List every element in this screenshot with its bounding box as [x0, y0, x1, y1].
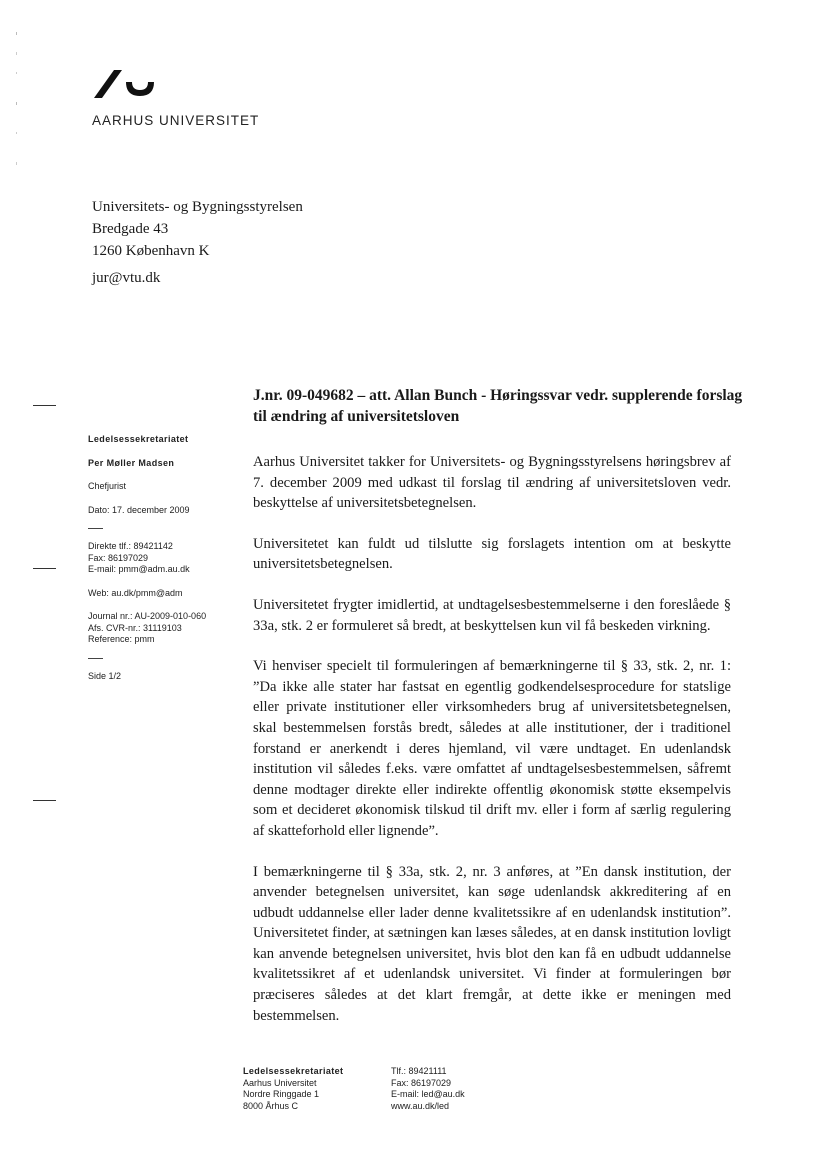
recipient-address [92, 196, 303, 262]
footer-contact [391, 1066, 465, 1112]
footer-email: E-mail: led@au.dk [391, 1089, 465, 1099]
sidebar-reference: Reference: pmm [88, 634, 155, 644]
footer-web: www.au.dk/led [391, 1100, 450, 1111]
footer-address [243, 1066, 343, 1112]
body-paragraph: I bemærkningerne til § 33a, stk. 2, nr. 3 anføres, at ”En dansk institution, der anvender betegnelsen universitet, kan søge udenlandsk akkreditering af en udbudt uddannelse eller lader denne kvalitetssikre af en udenlandsk institution”. Universitetet finder, at sætningen kan læses således, at en dansk institution lovligt kan anvende betegnelsen universitet, hvis blot den kan få en udbudt uddannelse kvalitetssikret af et udenlandsk universitet. Vi finder at formuleringen bør præciseres således at det klart fremgår, at dette ikke er meningen med bestemmelsen. [253, 863, 731, 1024]
sidebar-fax: Fax: 86197029 [88, 552, 149, 563]
footer-street: Nordre Ringgade 1 [243, 1089, 320, 1099]
scan-artifact [16, 32, 18, 182]
au-logo-icon [92, 66, 162, 106]
sidebar-journal: Journal nr.: AU-2009-010-060 [88, 611, 207, 621]
footer-city: 8000 Århus C [243, 1100, 299, 1111]
sidebar-contact [88, 541, 238, 576]
fold-mark [33, 568, 56, 569]
subject-heading: J.nr. 09-049682 – att. Allan Bunch - Høringssvar vedr. supplerende forslag til ændring af universitetsloven [253, 387, 743, 425]
sidebar-title: Chefjurist [88, 481, 127, 491]
sidebar-divider [88, 528, 103, 529]
body-paragraph: Universitetet frygter imidlertid, at undtagelsesbestemmelserne i den foreslåede § 33a, stk. 2 er formuleret så bredt, at beskyttelsen kun vil få beskeden virkning. [253, 596, 731, 634]
body-paragraph: Aarhus Universitet takker for Universitets- og Bygningsstyrelsens høringsbrev af 7. december 2009 med udkast til forslag til ændring af universitetsloven vedr. beskyttelse af universitetsbetegnelsen. [253, 454, 731, 512]
fold-mark [33, 800, 56, 801]
body-paragraph: Universitetet kan fuldt ud tilslutte sig forslagets intention om at beskytte universitetsbetegnelsen. [253, 535, 731, 573]
university-name: AARHUS UNIVERSITET [92, 113, 260, 128]
sidebar-refs [88, 611, 238, 646]
body-paragraph: Vi henviser specielt til formuleringen af bemærkningerne til § 33, stk. 2, nr. 1: ”Da ikke alle stater har fastsat en egentlig godkendelsesprocedure for statslige eller private institutioner eller virksomheders brug af universitetsbetegnelsen, skal bestemmelsen forstås bredt, således at alle institutioner, der i traditionel forstand er anerkendt i deres hjemland, vil være undtaget. En udenlandsk institution vil således f.eks. være omfattet af undtagelsesbestemmelsen, såfremt denne modtager direkte eller indirekte offentlig økonomisk støtte eksempelvis som et decideret økonomisk tilskud til drift mv. eller i form af særlig regulering af skatteforhold eller lignende”. [253, 658, 731, 839]
sidebar-date: Dato: 17. december 2009 [88, 504, 190, 515]
sidebar-name: Per Møller Madsen [88, 457, 175, 468]
recipient-line: Bredgade 43 [92, 221, 169, 237]
sidebar-department: Ledelsessekretariatet [88, 434, 189, 444]
sender-sidebar [88, 434, 238, 694]
letter-footer [243, 1066, 543, 1126]
sidebar-divider [88, 658, 103, 659]
sidebar-web: Web: au.dk/pmm@adm [88, 587, 183, 598]
recipient-line: Universitets- og Bygningsstyrelsen [92, 199, 303, 215]
footer-department: Ledelsessekretariatet [243, 1066, 344, 1076]
recipient-email: jur@vtu.dk [92, 270, 161, 286]
recipient-line: 1260 København K [92, 243, 210, 259]
sidebar-cvr: Afs. CVR-nr.: 31119103 [88, 622, 182, 633]
footer-institution: Aarhus Universitet [243, 1077, 317, 1088]
sidebar-email: E-mail: pmm@adm.au.dk [88, 564, 190, 574]
fold-mark [33, 405, 56, 406]
footer-phone: Tlf.: 89421111 [391, 1066, 447, 1076]
letter-body [253, 452, 731, 1046]
sidebar-page-number: Side 1/2 [88, 670, 122, 681]
footer-fax: Fax: 86197029 [391, 1077, 452, 1088]
sidebar-phone: Direkte tlf.: 89421142 [88, 541, 173, 551]
